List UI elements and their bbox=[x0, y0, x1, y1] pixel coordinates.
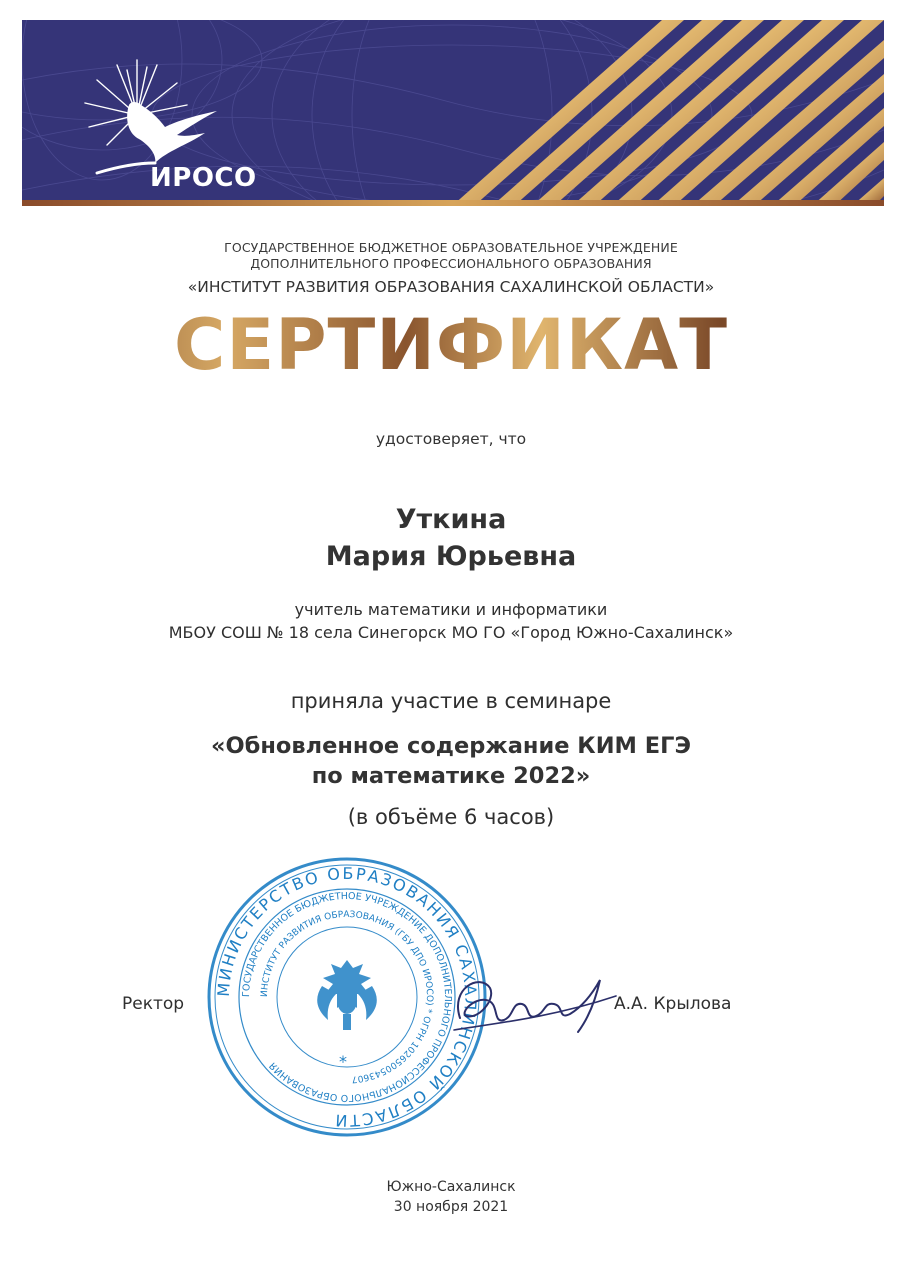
seminar-title-line-1: «Обновленное содержание КИМ ЕГЭ bbox=[211, 733, 691, 759]
signature-role: Ректор bbox=[122, 994, 185, 1014]
stamp-middle-text: ИНСТИТУТ РАЗВИТИЯ ОБРАЗОВАНИЯ (ГБУ ДПО ИРОСО) * ОГРН 1026500543607 bbox=[259, 909, 435, 1084]
certifies-text: удостоверяет, что bbox=[375, 430, 527, 448]
seminar-title-line-2: по математике 2022» bbox=[311, 763, 591, 789]
certificate-title: СЕРТИФИКАТ bbox=[0, 305, 902, 385]
participation-text: приняла участие в семинаре bbox=[290, 689, 612, 713]
seminar-volume: (в объёме 6 часов) bbox=[347, 805, 555, 829]
stamp-outer-text: МИНИСТЕРСТВО ОБРАЗОВАНИЯ САХАЛИНСКОЙ ОБЛАСТИ bbox=[213, 863, 481, 1131]
recipient-school: МБОУ СОШ № 18 села Синегорск МО ГО «Город Южно-Сахалинск» bbox=[168, 623, 734, 642]
signer-name: А.А. Крылова bbox=[614, 994, 732, 1014]
stamp-inner-text: ГОСУДАРСТВЕННОЕ БЮДЖЕТНОЕ УЧРЕЖДЕНИЕ ДОПОЛНИТЕЛЬНОГО ПРОФЕССИОНАЛЬНОГО ОБРАЗОВАНИЯ bbox=[240, 890, 454, 1104]
recipient-name: Мария Юрьевна bbox=[325, 541, 577, 572]
issue-date: 30 ноября 2021 bbox=[393, 1199, 509, 1215]
header-banner bbox=[22, 20, 884, 206]
recipient-position: учитель математики и информатики bbox=[294, 600, 608, 619]
issue-city: Южно-Сахалинск bbox=[386, 1179, 516, 1195]
institution-name: «ИНСТИТУТ РАЗВИТИЯ ОБРАЗОВАНИЯ САХАЛИНСКОЙ ОБЛАСТИ» bbox=[187, 278, 715, 296]
institution-line-2: ДОПОЛНИТЕЛЬНОГО ПРОФЕССИОНАЛЬНОГО ОБРАЗОВАНИЯ bbox=[250, 256, 652, 271]
institution-line-1: ГОСУДАРСТВЕННОЕ БЮДЖЕТНОЕ ОБРАЗОВАТЕЛЬНОЕ УЧРЕЖДЕНИЕ bbox=[224, 240, 678, 255]
institution-header bbox=[0, 240, 902, 272]
logo-text: ИРОСО bbox=[150, 163, 257, 193]
banner-bottom-rule bbox=[22, 200, 884, 206]
svg-text:*: * bbox=[339, 1052, 347, 1071]
signature-icon bbox=[430, 958, 620, 1048]
recipient-surname: Уткина bbox=[395, 504, 507, 535]
